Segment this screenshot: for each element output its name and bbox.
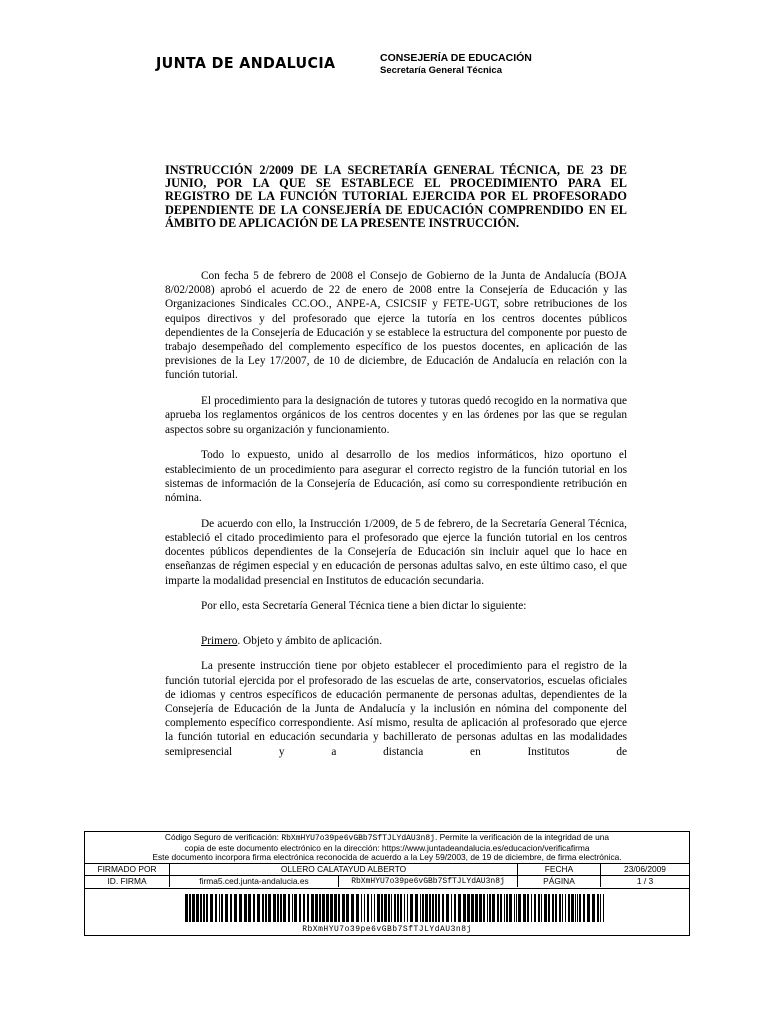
barcode-bar	[475, 894, 478, 922]
barcode-bar	[280, 894, 282, 922]
paragraph: La presente instrucción tiene por objeto establecer el procedimiento para el registro de la función tutorial ejercida por el profesorado de las escuelas de arte, conservatorios, escuelas oficiales de idiomas y centros específicos de educación permanente de personas adultas, dependientes de la Consejería de Educación de la Junta de Andalucía y la inclusión en nómina del componente del complemento específico correspondiente. Así mismo, resulta de aplicación al profesorado que ejerce la función tutorial en educación secundaria y bachillerato de personas adultas en las modalidades semipresencial y a distancia en Institutos de	[165, 660, 627, 758]
document-body	[165, 269, 627, 770]
barcode-bar	[234, 894, 237, 922]
barcode-bar	[583, 894, 585, 922]
barcode-bar	[342, 894, 345, 922]
barcode-bar	[356, 894, 359, 922]
barcode-bar	[210, 894, 213, 922]
barcode-bar	[527, 894, 529, 922]
barcode-bar	[541, 894, 542, 922]
barcode-bar	[577, 894, 578, 922]
barcode-bar	[463, 894, 466, 922]
barcode-bar	[381, 894, 383, 922]
barcode-bar	[400, 894, 402, 922]
barcode-bar	[253, 894, 255, 922]
barcode-bar	[338, 894, 340, 922]
barcode-bar	[319, 894, 321, 922]
barcode-bar	[303, 894, 305, 922]
barcode-bar	[487, 894, 488, 922]
barcode-bar	[420, 894, 421, 922]
barcode-bar	[262, 894, 264, 922]
barcode-bar	[587, 894, 590, 922]
barcode-bar	[221, 894, 223, 922]
barcode-bar	[364, 894, 365, 922]
paragraph: Todo lo expuesto, unido al desarrollo de los medios informáticos, hizo oportuno el establecimiento de un procedimiento para asegurar el correcto registro de la función tutorial en los sistemas de información de la Consejería de Educación, así como su correspondiente retribución en nómina.	[165, 449, 627, 505]
section-heading	[165, 634, 627, 648]
barcode-bar	[422, 894, 424, 922]
paragraph: Por ello, esta Secretaría General Técnica tiene a bien dictar lo siguiente:	[201, 600, 527, 613]
barcode-bar	[600, 894, 601, 922]
barcode-bar	[257, 894, 260, 922]
barcode-bar	[215, 894, 217, 922]
barcode-bar	[597, 894, 599, 922]
barcode-bar	[451, 894, 452, 922]
barcode-bar	[367, 894, 369, 922]
barcode-bar	[391, 894, 392, 922]
barcode-bar	[559, 894, 561, 922]
barcode-bar	[492, 894, 495, 922]
barcode-bar	[407, 894, 408, 922]
signature-verification-box	[84, 831, 690, 936]
signature-code-value: RbXmHYU7o39pe6vGBb7SfTJLYdAU3n8j	[339, 876, 518, 887]
signed-by-label: FIRMADO POR	[85, 864, 170, 875]
section-heading-text: . Objeto y ámbito de aplicación.	[237, 634, 383, 647]
barcode-bar	[307, 894, 309, 922]
verification-code: RbXmHYU7o39pe6vGBb7SfTJLYdAU3n8j	[281, 834, 435, 843]
barcode-bar	[483, 894, 485, 922]
barcode-bar	[467, 894, 470, 922]
barcode-bar	[592, 894, 595, 922]
barcode-bar	[292, 894, 293, 922]
paragraph: El procedimiento para la designación de tutores y tutoras quedó recogido en la normativa que aprueba los reglamentos orgánicos de los centros docentes y en las órdenes por las que se regulan aspectos sobre su organización y funcionamiento.	[165, 395, 627, 436]
barcode-bar	[283, 894, 286, 922]
section-heading-number: Primero	[201, 634, 238, 647]
paragraph: De acuerdo con ello, la Instrucción 1/2009, de 5 de febrero, de la Secretaría General Técnica, estableció el citado procedimiento para el profesorado que ejerce la función tutorial en los centros docentes públicos dependientes de la Consejería de Educación sin incluir aquel que lo hace en enseñanzas de régimen especial y en educación de personas adultas salvo, en este último caso, el que imparte la modalidad presencial en Institutos de educación secundaria.	[165, 517, 627, 587]
page-value: 1 / 3	[636, 876, 654, 886]
department-header	[380, 52, 532, 76]
barcode-bar	[394, 894, 396, 922]
barcode-bar	[326, 894, 329, 922]
barcode-bar	[579, 894, 581, 922]
barcode-bar	[509, 894, 512, 922]
barcode-bar	[361, 894, 362, 922]
barcode-bar	[429, 894, 431, 922]
barcode-bar	[500, 894, 502, 922]
barcode-bar	[192, 894, 195, 922]
barcode-bar	[446, 894, 449, 922]
barcode-bar	[562, 894, 563, 922]
barcode-bar	[506, 894, 508, 922]
barcode-bar	[377, 894, 380, 922]
date-label: FECHA	[518, 864, 601, 875]
barcode-bar	[544, 894, 547, 922]
barcode-bar	[575, 894, 576, 922]
barcode-bar	[203, 894, 205, 922]
barcode-bar	[458, 894, 461, 922]
barcode-bar	[371, 894, 372, 922]
signature-id-label: ID. FIRMA	[85, 876, 170, 887]
barcode-bar	[435, 894, 437, 922]
barcode-bar	[334, 894, 337, 922]
barcode-bar	[534, 894, 536, 922]
barcode-bar	[288, 894, 290, 922]
barcode-bar	[244, 894, 247, 922]
page-label: PÁGINA	[518, 876, 601, 887]
department-subname: Secretaría General Técnica	[380, 65, 502, 76]
barcode-bar	[555, 894, 557, 922]
barcode-bar	[351, 894, 354, 922]
barcode-bar	[504, 894, 505, 922]
barcode-image	[185, 894, 605, 922]
barcode-bar	[410, 894, 413, 922]
barcode-bar	[230, 894, 232, 922]
barcode-bar	[479, 894, 482, 922]
barcode-bar	[516, 894, 517, 922]
barcode-bar	[200, 894, 202, 922]
barcode-bar	[432, 894, 434, 922]
barcode-bar	[248, 894, 251, 922]
signed-by-value: OLLERO CALATAYUD ALBERTO	[170, 864, 518, 875]
barcode-bar	[196, 894, 199, 922]
barcode-bar	[397, 894, 399, 922]
barcode-bar	[315, 894, 318, 922]
barcode-bar	[603, 894, 604, 922]
barcode-bar	[568, 894, 570, 922]
barcode-bar	[374, 894, 375, 922]
barcode-bar	[265, 894, 267, 922]
barcode-bar	[185, 894, 188, 922]
barcode-caption: RbXmHYU7o39pe6vGBb7SfTJLYdAU3n8j	[302, 925, 472, 934]
barcode-bar	[388, 894, 390, 922]
barcode-bar	[489, 894, 491, 922]
barcode-bar	[311, 894, 314, 922]
barcode-bar	[571, 894, 574, 922]
barcode-bar	[438, 894, 440, 922]
barcode-bar	[442, 894, 444, 922]
barcode-bar	[268, 894, 271, 922]
verification-text	[85, 832, 689, 864]
date-value: 23/06/2009	[624, 864, 666, 874]
barcode-bar	[206, 894, 208, 922]
barcode-bar	[404, 894, 405, 922]
barcode-bar	[225, 894, 228, 922]
barcode-bar	[514, 894, 515, 922]
barcode-bar	[219, 894, 220, 922]
barcode-bar	[552, 894, 554, 922]
barcode-bar	[384, 894, 387, 922]
verification-line-3: Este documento incorpora firma electrónica reconocida de acuerdo a la Ley 59/2003, de 19 de diciembre, de firma electrónica.	[152, 852, 622, 863]
barcode-bar	[497, 894, 499, 922]
barcode-bar	[273, 894, 276, 922]
barcode-bar	[299, 894, 301, 922]
paragraph: Con fecha 5 de febrero de 2008 el Consejo de Gobierno de la Junta de Andalucía (BOJA 8/02/2008) aprobó el acuerdo de 22 de enero de 2008 entre la Consejería de Educación y las Organizaciones Sindicales CC.OO., ANPE-A, CSICSIF y FETE-UGT, sobre retribuciones de los equipos directivos y del profesorado que ejerce la tutoría en los centros docentes públicos dependientes de la Consejería de Educación y se establece la estructura del componente por puesto de trabajo desempeñado del complemento específico de los puestos docentes, en aplicación de las previsiones de la Ley 17/2007, de 10 de diciembre, de Educación de Andalucía en relación con la función tutorial.	[165, 270, 627, 382]
barcode-bar	[523, 894, 526, 922]
barcode-bar	[518, 894, 521, 922]
barcode-bar	[277, 894, 279, 922]
barcode-area	[85, 888, 689, 937]
department-name: CONSEJERÍA DE EDUCACIÓN	[380, 52, 532, 64]
verification-line-1: Código Seguro de verificación: RbXmHYU7o39pe6vGBb7SfTJLYdAU3n8j. Permite la verificación de la integridad de una	[164, 832, 610, 843]
barcode-bar	[471, 894, 474, 922]
document-title: INSTRUCCIÓN 2/2009 DE LA SECRETARÍA GENERAL TÉCNICA, DE 23 DE JUNIO, POR LA QUE SE ESTABLECE EL PROCEDIMIENTO PARA EL REGISTRO DE LA FUNCIÓN TUTORIAL EJERCIDA POR EL PROFESORADO DEPENDIENTE DE LA CONSEJERÍA DE EDUCACIÓN COMPRENDIDO EN EL ÁMBITO DE APLICACIÓN DE LA PRESENTE INSTRUCCIÓN.	[165, 163, 627, 230]
barcode-bar	[425, 894, 428, 922]
barcode-bar	[454, 894, 456, 922]
signature-id-value: firma5.ced.junta-andalucia.es	[170, 876, 339, 887]
barcode-bar	[330, 894, 333, 922]
barcode-bar	[189, 894, 191, 922]
barcode-bar	[548, 894, 550, 922]
barcode-bar	[538, 894, 540, 922]
barcode-bar	[346, 894, 349, 922]
signer-row	[85, 863, 689, 875]
verification-line-2: copia de este documento electrónico en la dirección: https://www.juntadeandalucia.es/educacion/verificafirma	[184, 842, 590, 853]
signature-id-row	[85, 875, 689, 887]
barcode-bar	[239, 894, 242, 922]
barcode-bar	[294, 894, 297, 922]
barcode-bar	[531, 894, 532, 922]
barcode-bar	[565, 894, 566, 922]
junta-logo: JUNTA DE ANDALUCIA	[156, 54, 336, 72]
barcode-bar	[322, 894, 325, 922]
barcode-bar	[415, 894, 418, 922]
